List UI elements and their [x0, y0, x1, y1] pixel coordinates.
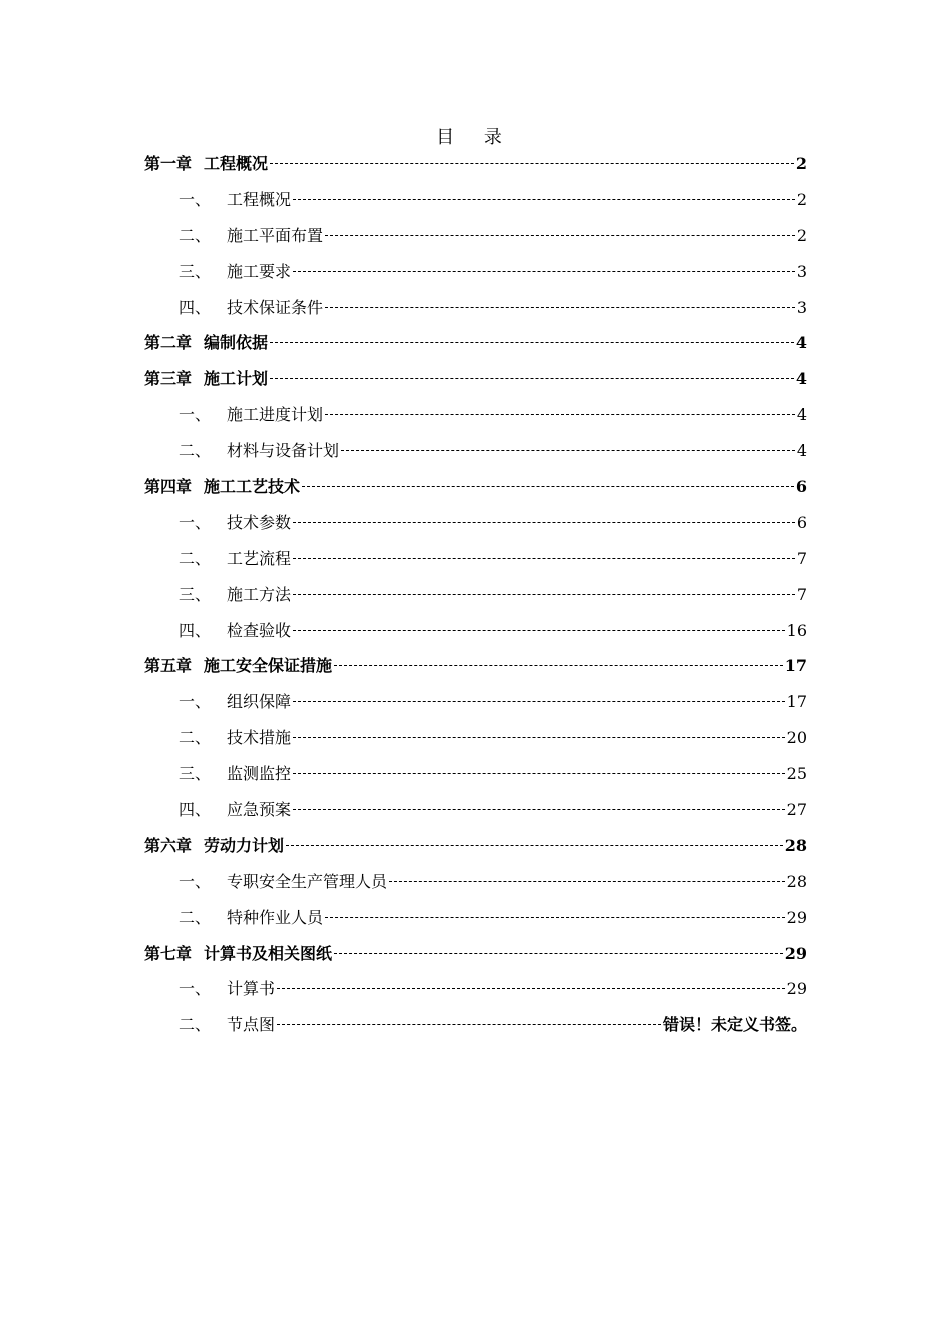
- toc-section-entry[interactable]: [144, 505, 807, 541]
- dot-leader: [293, 737, 785, 739]
- toc-section-entry[interactable]: [144, 397, 807, 433]
- page-number: 6: [795, 477, 807, 497]
- toc-section-entry[interactable]: [144, 900, 807, 936]
- entry-label: 编制依据: [204, 333, 269, 353]
- section-number: 一、: [179, 871, 212, 891]
- dot-leader: [389, 881, 785, 883]
- entry-label: 计算书: [227, 979, 276, 999]
- chapter-number: 第五章: [144, 656, 193, 676]
- section-number: 一、: [179, 692, 212, 712]
- dot-leader: [293, 271, 795, 273]
- section-number: 四、: [179, 620, 212, 640]
- entry-label: 计算书及相关图纸: [204, 943, 333, 963]
- toc-section-entry[interactable]: [144, 254, 807, 290]
- dot-leader: [286, 845, 783, 847]
- entry-label: 施工计划: [204, 369, 269, 389]
- entry-label: 技术参数: [227, 512, 292, 532]
- dot-leader: [293, 630, 785, 632]
- page-number: 3: [796, 261, 807, 281]
- dot-leader: [270, 378, 794, 380]
- page-number: 17: [786, 692, 807, 712]
- toc-section-entry[interactable]: [144, 1007, 807, 1043]
- chapter-number: 第一章: [144, 154, 193, 173]
- page-number: 28: [786, 871, 807, 891]
- page-number: 27: [786, 800, 807, 820]
- section-number: 二、: [179, 225, 212, 245]
- chapter-number: 第二章: [144, 333, 193, 353]
- toc-section-entry[interactable]: [144, 613, 807, 649]
- page-number: 7: [796, 584, 807, 604]
- dot-leader: [302, 486, 794, 488]
- toc-section-entry[interactable]: [144, 218, 807, 254]
- section-number: 三、: [179, 584, 212, 604]
- dot-leader: [334, 953, 783, 955]
- dot-leader: [325, 235, 795, 237]
- chapter-number: 第六章: [144, 835, 193, 855]
- entry-label: 技术保证条件: [227, 297, 324, 317]
- section-number: 二、: [179, 728, 212, 748]
- toc-chapter-entry[interactable]: [144, 146, 807, 182]
- dot-leader: [341, 450, 795, 452]
- page-number: 7: [796, 548, 807, 568]
- toc-section-entry[interactable]: [144, 433, 807, 469]
- page-number: 2: [796, 189, 807, 209]
- entry-label: 施工方法: [227, 584, 292, 604]
- page-number: 28: [784, 835, 807, 855]
- toc-section-entry[interactable]: [144, 971, 807, 1007]
- entry-label: 节点图: [227, 1015, 276, 1035]
- chapter-number: 第七章: [144, 943, 193, 963]
- page-number: 4: [795, 369, 807, 389]
- toc-title: 目 录: [436, 127, 514, 148]
- dot-leader: [325, 414, 795, 416]
- page-number: 4: [796, 441, 807, 461]
- dot-leader: [293, 558, 795, 560]
- entry-label: 组织保障: [227, 692, 292, 712]
- dot-leader: [277, 988, 785, 990]
- toc-section-entry[interactable]: [144, 577, 807, 613]
- toc-chapter-entry[interactable]: [144, 361, 807, 397]
- chapter-number: 第三章: [144, 369, 193, 389]
- toc-section-entry[interactable]: [144, 720, 807, 756]
- dot-leader: [325, 307, 795, 309]
- entry-label: 应急预案: [227, 800, 292, 820]
- page-number: 2: [795, 154, 807, 173]
- section-number: 二、: [179, 548, 212, 568]
- entry-label: 工程概况: [227, 189, 292, 209]
- dot-leader: [293, 773, 785, 775]
- entry-label: 工程概况: [204, 154, 269, 173]
- toc-section-entry[interactable]: [144, 792, 807, 828]
- entry-label: 施工工艺技术: [204, 477, 301, 497]
- dot-leader: [334, 665, 783, 667]
- entry-label: 特种作业人员: [227, 907, 324, 927]
- entry-label: 劳动力计划: [204, 835, 285, 855]
- section-number: 二、: [179, 1015, 212, 1035]
- section-number: 三、: [179, 261, 212, 281]
- toc-list: [144, 146, 807, 1043]
- chapter-number: 第四章: [144, 477, 193, 497]
- dot-leader: [293, 199, 795, 201]
- entry-label: 技术措施: [227, 728, 292, 748]
- toc-section-entry[interactable]: [144, 684, 807, 720]
- entry-label: 监测监控: [227, 764, 292, 784]
- toc-section-entry[interactable]: [144, 864, 807, 900]
- toc-chapter-entry[interactable]: [144, 648, 807, 684]
- dot-leader: [293, 701, 785, 703]
- entry-label: 材料与设备计划: [227, 441, 340, 461]
- section-number: 一、: [179, 405, 212, 425]
- entry-label: 施工安全保证措施: [204, 656, 333, 676]
- entry-label: 施工要求: [227, 261, 292, 281]
- page-number: 6: [796, 512, 807, 532]
- section-number: 四、: [179, 800, 212, 820]
- page-number: 4: [795, 333, 807, 353]
- page-number: 2: [796, 225, 807, 245]
- dot-leader: [270, 163, 794, 165]
- toc-chapter-entry[interactable]: [144, 828, 807, 864]
- toc-section-entry[interactable]: [144, 541, 807, 577]
- page-number: 16: [786, 620, 807, 640]
- section-number: 一、: [179, 512, 212, 532]
- entry-label: 施工平面布置: [227, 225, 324, 245]
- page-number: 4: [796, 405, 807, 425]
- page-number: 17: [784, 656, 807, 676]
- section-number: 二、: [179, 441, 212, 461]
- toc-section-entry[interactable]: [144, 182, 807, 218]
- dot-leader: [277, 1024, 661, 1026]
- dot-leader: [293, 522, 795, 524]
- bookmark-error-text: 错误！未定义书签。: [662, 1015, 807, 1035]
- page-number: 29: [786, 907, 807, 927]
- section-number: 三、: [179, 764, 212, 784]
- entry-label: 施工进度计划: [227, 405, 324, 425]
- entry-label: 检查验收: [227, 620, 292, 640]
- entry-label: 工艺流程: [227, 548, 292, 568]
- section-number: 四、: [179, 297, 212, 317]
- page-number: 20: [786, 728, 807, 748]
- section-number: 一、: [179, 189, 212, 209]
- section-number: 二、: [179, 907, 212, 927]
- toc-chapter-entry[interactable]: [144, 936, 807, 972]
- page-number: 29: [784, 943, 807, 963]
- toc-chapter-entry[interactable]: [144, 469, 807, 505]
- page-number: 3: [796, 297, 807, 317]
- page-number: 25: [786, 764, 807, 784]
- section-number: 一、: [179, 979, 212, 999]
- dot-leader: [325, 917, 785, 919]
- dot-leader: [293, 809, 785, 811]
- dot-leader: [293, 594, 795, 596]
- page-number: 29: [786, 979, 807, 999]
- entry-label: 专职安全生产管理人员: [227, 871, 388, 891]
- toc-section-entry[interactable]: [144, 290, 807, 326]
- toc-section-entry[interactable]: [144, 756, 807, 792]
- dot-leader: [270, 342, 794, 344]
- toc-chapter-entry[interactable]: [144, 325, 807, 361]
